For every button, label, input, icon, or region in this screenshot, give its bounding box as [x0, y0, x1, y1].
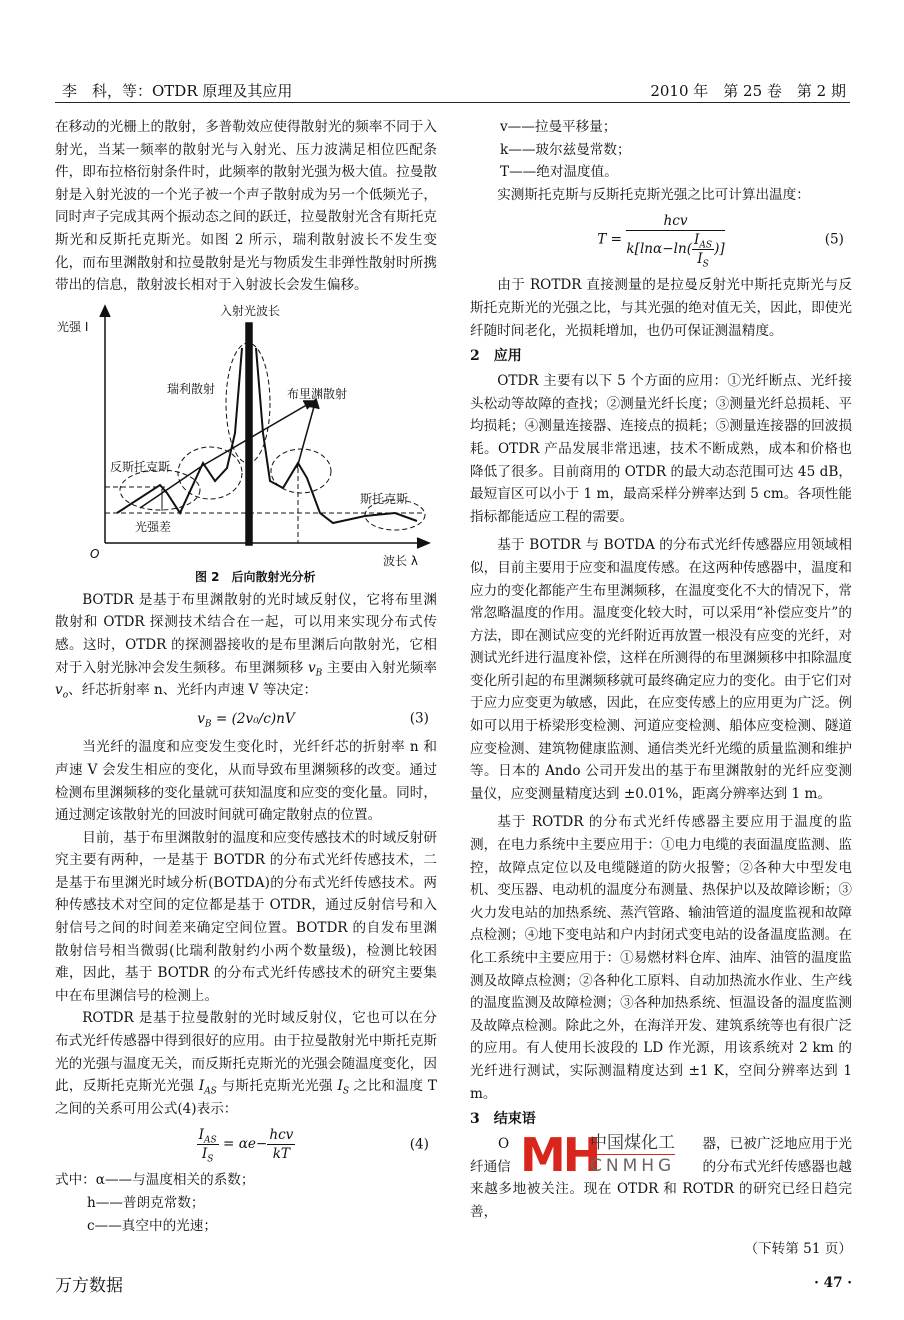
running-header-issue: 2010 年 第 25 卷 第 2 期	[650, 82, 846, 100]
paragraph: 目前，基于布里渊散射的温度和应变传感技术的时域反射研究主要有两种，一是基于 BOTDR 的分布式光纤传感技术，二是基于布里渊光时域分析(BOTDA)的分布式光纤传感技术。两种传感技术对空间的定位都是基于 OTDR，通过反射信号和入射信号之间的时间差来确定空间位置。BOTDR 的自发布里渊散射信号相当微弱(比瑞利散射约小两个数量级)，检测比较困难，因此，基于 BOTDR 的分布式光纤传感技术的研究主要集中在布里渊信号的检测上。	[55, 829, 437, 1004]
watermark	[520, 1128, 692, 1183]
brillouin-label: 布里渊散射	[287, 386, 348, 401]
definition: c——真空中的光速；	[87, 1217, 217, 1234]
paragraph: ROTDR 是基于拉曼散射的光时域反射仪，它也可以在分布式光纤传感器中得到很好的应用。由于拉曼散射光中斯托克斯光的光强与温度无关，而反斯托克斯光的光强会随温度变化，因此，反斯托克斯光光强 $I_{AS}$ 与斯托克斯光光强 $I_S$ 之比和温度 T 之间的关系可用公式(4)表示：	[55, 1010, 437, 1117]
continued-note: （下转第 51 页）	[744, 1240, 852, 1257]
equation-number: (4)	[409, 1136, 429, 1153]
equation-number: (3)	[409, 710, 429, 727]
intensity-diff-label: 光强差	[135, 519, 172, 534]
stokes-label: 斯托克斯	[360, 491, 409, 506]
paragraph: 在移动的光栅上的散射，多普勒效应使得散射光的频率不同于入射光，当某一频率的散射光与入射光、压力波满足相位匹配条件，即布拉格衍射条件时，此频率的散射光强为极大值。拉曼散射是入射光波的一个光子被一个声子散射成为另一个低频光子，同时声子完成其两个振动态之间的跃迁，拉曼散射光含有斯托克斯光和反斯托克斯光。如图 2 所示，瑞利散射波长不发生变化，而布里渊散射和拉曼散射是光与物质发生非弹性散射时所携带出的信息，散射波长相对于入射波长会发生偏移。	[55, 119, 437, 294]
paragraph: 实测斯托克斯与反斯托克斯光强之比可计算出温度：	[497, 186, 810, 203]
paragraph: 基于 BOTDR 与 BOTDA 的分布式光纤传感器应用领域相似，目前主要用于应变和温度传感。在这两种传感器中，温度和应力的变化都能产生布里渊频移，在温度变化不大的情况下，常常忽略温度的作用。温度变化较大时，可以采用“补偿应变片”的方法，即在测试应变的光纤附近再放置一根没有应变的光纤，对测试光纤进行温度补偿，这样在所测得的布里渊频移中扣除温度变化所引起的布里渊频移就可最终确定应力的变化。由于它们对于应力应变更为敏感，因此，在应变传感上的应用更为广泛。例如可以用于桥梁形变检测、河道应变检测、船体应变检测、隧道应变检测、建筑物健康监测、通信类光纤光缆的质量监测和维护等。日本的 Ando 公司开发出的基于布里渊散射的光纤应变测量仪，应变测量精度达到 ±0.01%，距离分辨率达到 1 m。	[470, 537, 852, 802]
definition: T——绝对温度值。	[500, 164, 618, 181]
definition: h——普朗克常数；	[87, 1195, 205, 1211]
paragraph: 基于 ROTDR 的分布式光纤传感器主要应用于温度的监测，在电力系统中主要应用于：①电力电缆的表面温度监测、监控，故障点定位以及电缆隧道的防火报警；②各种大中型发电机、变压器、电动机的温度分布测量、热保护以及故障诊断；③火力发电站的加热系统、蒸汽管路、输油管道的温度监视和故障点检测；④地下变电站和户内封闭式变电站的设备温度监测。在化工系统中主要应用于：①易燃材料仓库、油库、油管的温度监测及故障点检测；②各种化工原料、自动加热流水作业、生产线的温度监测及故障检测；③各种加热系统、恒温设备的温度监测及故障点检测。除此之外，在海洋开发、建筑系统等也有很广泛的应用。有人使用长波段的 LD 作光源，用该系统对 2 km 的光纤进行测试，实际测温精度达到 ±1 K，空间分辨率达到 1 m。	[470, 814, 852, 1102]
text-fragment: 纤通信	[470, 1158, 511, 1175]
section-heading: 2 应用	[470, 348, 522, 365]
right-column	[470, 116, 852, 1295]
text-fragment: 的分布式光纤传感器也越	[702, 1158, 852, 1175]
rayleigh-label: 瑞利散射	[167, 381, 216, 396]
footer-source: 万方数据	[55, 1276, 123, 1297]
definition: v——拉曼平移量；	[500, 119, 617, 135]
definition: 式中：α——与温度相关的系数；	[55, 1172, 255, 1189]
x-axis-label: 波长 λ	[383, 553, 418, 568]
equation-number: (5)	[824, 232, 844, 249]
left-column	[55, 116, 437, 1296]
conclusion-paragraph	[470, 1128, 852, 1223]
antistokes-label: 反斯托克斯	[110, 459, 171, 474]
figure-caption: 图 2 后向散射光分析	[195, 569, 316, 584]
y-axis-label: 光强 I	[57, 319, 89, 334]
text-fragment: 器，已被广泛地应用于光	[702, 1136, 852, 1153]
equation-5: T = hcv k[lnα−ln( $\frac{I_{AS}}{I_S}$ )] (5)	[597, 213, 844, 271]
section-heading: 3 结束语	[470, 1111, 536, 1128]
equation-4: $\frac{I_{AS}}{I_S}$ = αe− $\frac{\text{hcv}}{kT}$ (4)	[198, 1127, 429, 1166]
figure-backscatter	[55, 303, 435, 585]
paragraph: 由于 ROTDR 直接测量的是拉曼反射光中斯托克斯光与反斯托克斯光的光强之比，与其光强的绝对值无关，因此，即使光纤随时间老化，光损耗增加，也仍可保证测温精度。	[470, 277, 852, 339]
text-fragment: O	[498, 1136, 510, 1153]
incident-label: 入射光波长	[220, 303, 281, 318]
paragraph: BOTDR 是基于布里渊散射的光时域反射仪，它将布里渊散射和 OTDR 探测技术结合在一起，可以用来实现分布式传感。这时，OTDR 的探测器接收的是布里渊后向散射光，它相对于入射光脉冲会发生频移。布里渊频移 $v_B$ 主要由入射光频率 $v_o$、纤芯折射率 n、光纤内声速 V 等决定：	[55, 591, 437, 701]
watermark-logo: MH	[520, 1128, 599, 1183]
origin-label: O	[90, 546, 100, 561]
definition: k——玻尔兹曼常数；	[500, 141, 631, 158]
running-header-author: 李 科，等：OTDR 原理及其应用	[62, 82, 293, 100]
equation-3: $v_B = (2v_0/c)nV$ (3)	[55, 708, 437, 731]
paragraph: 当光纤的温度和应变发生变化时，光纤纤芯的折射率 n 和声速 V 会发生相应的变化，从而导致布里渊频移的改变。通过检测布里渊频移的变化量就可获知温度和应变的变化量。同时，通过测定该散射光的回波时间就可确定散射点的位置。	[55, 739, 437, 824]
paragraph: OTDR 主要有以下 5 个方面的应用：①光纤断点、光纤接头松动等故障的查找；②测量光纤长度；③测量光纤总损耗、平均损耗；④测量连接器、连接点的损耗；⑤测量连接器的回波损耗。OTDR 产品发展非常迅速，技术不断成熟，成本和价格也降低了很多。目前商用的 OTDR 的最大动态范围可达 45 dB，最短盲区可以小于 1 m，最高采样分辨率达到 5 cm。各项性能指标都能适应工程的需要。	[470, 373, 852, 525]
page-number: · 47 ·	[814, 1275, 852, 1292]
watermark-cn: 中国煤化工	[590, 1133, 675, 1154]
header-rule	[55, 102, 850, 103]
text-fragment: 来越多地被关注。现在 OTDR 和 ROTDR 的研究已经日趋完善，	[470, 1181, 852, 1220]
watermark-en: CNMHG	[590, 1156, 676, 1177]
